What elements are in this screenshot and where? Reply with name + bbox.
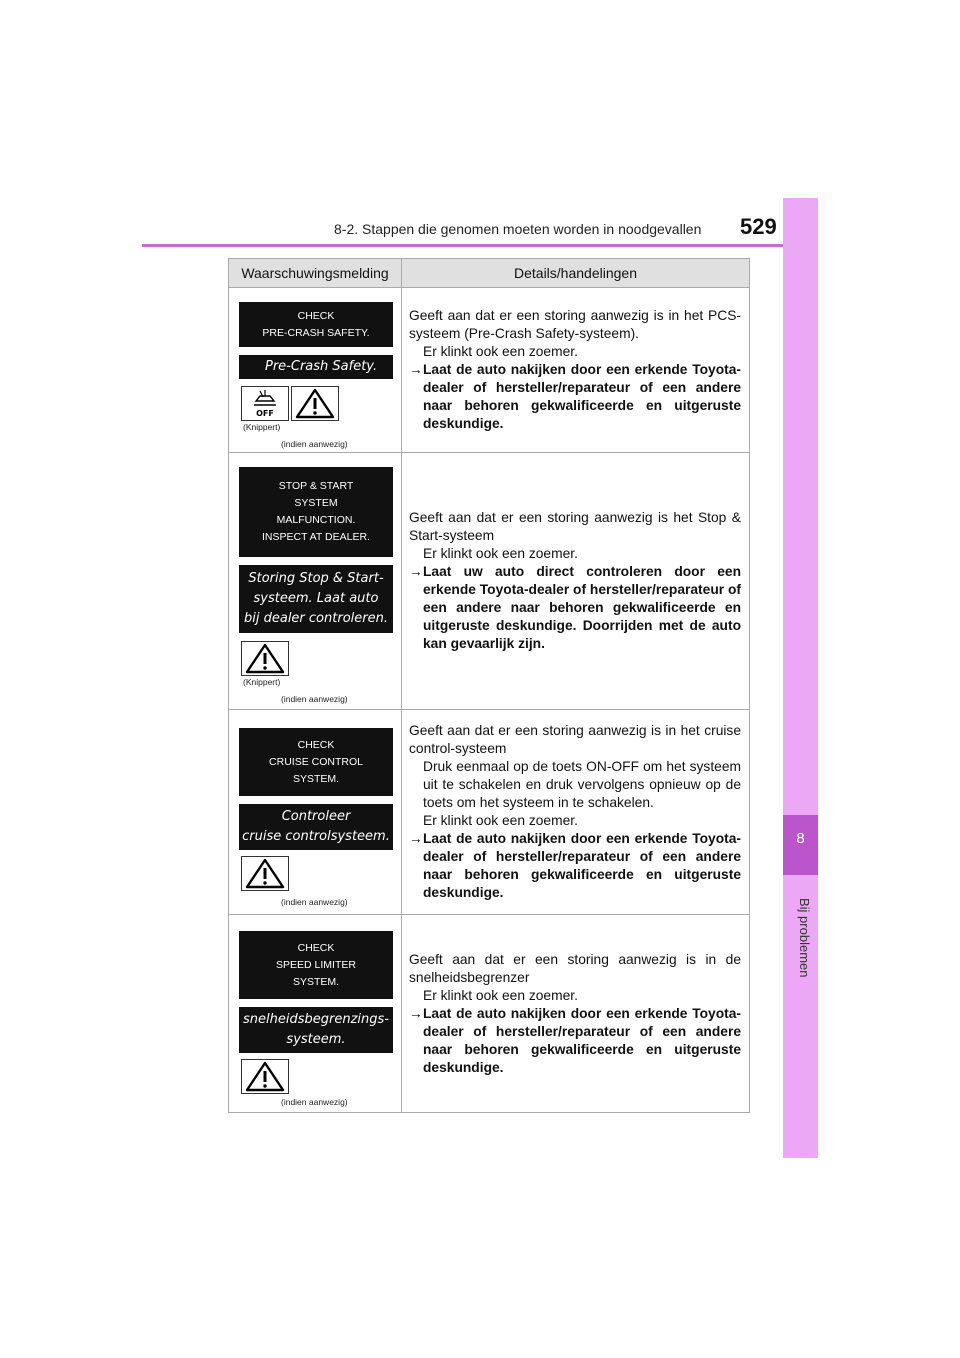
arrow-icon: → xyxy=(409,362,423,377)
details-cell: Geeft aan dat er een storing aanwezig is in de snelheidsbegrenzer Er klinkt ook een zoemer. → Laat de auto nakijken door een erkende Toyota-dealer of hersteller/reparateur of een andere naar behoren gekwalificeerde en uitgeruste deskundige. xyxy=(402,915,750,1113)
message-cell xyxy=(229,453,402,710)
table-row xyxy=(229,453,750,710)
message-cell xyxy=(229,288,402,453)
details-cell: Geeft aan dat er een storing aanwezig is in het PCS-systeem (Pre-Crash Safety-systeem). Er klinkt ook een zoemer. → Laat de auto nakijken door een erkende Toyota-dealer of hersteller/reparateur of een andere naar behoren gekwalificeerde en uitgeruste deskundige. xyxy=(402,288,750,453)
message-cell xyxy=(229,710,402,915)
warning-message-en: CHECK CRUISE CONTROL SYSTEM. xyxy=(239,728,393,796)
arrow-icon: → xyxy=(409,1005,423,1021)
warning-message-display: snelheidsbegrenzings- systeem. xyxy=(239,1007,393,1053)
table-row xyxy=(229,710,750,915)
availability-note: (indien aanwezig) xyxy=(281,694,348,704)
warning-table xyxy=(228,258,750,1113)
warning-message-display: Controleer cruise controlsysteem. xyxy=(239,804,393,850)
blink-note: (Knippert) xyxy=(243,422,281,432)
warning-message-en: CHECK SPEED LIMITER SYSTEM. xyxy=(239,931,393,999)
pcs-off-icon xyxy=(241,386,289,421)
table-row xyxy=(229,288,750,453)
table-row xyxy=(229,915,750,1113)
details-cell: Geeft aan dat er een storing aanwezig is in het cruise control-systeem Druk eenmaal op de toets ON-OFF om het systeem uit te schakelen en druk vervolgens opnieuw op de toets om het systeem in te schakelen. Er klinkt ook een zoemer. → Laat de auto nakijken door een erkende Toyota-dealer of hersteller/reparateur of een andere naar behoren gekwalificeerde en uitgeruste deskundige. xyxy=(402,710,750,915)
svg-text:OFF: OFF xyxy=(256,409,274,418)
warning-triangle-icon xyxy=(291,386,339,421)
availability-note: (indien aanwezig) xyxy=(281,897,348,907)
details-cell: Geeft aan dat er een storing aanwezig is het Stop & Start-systeem Er klinkt ook een zoemer. → Laat uw auto direct controleren door een erkende Toyota-dealer of hersteller/reparateur of een andere naar behoren gekwalificeerde en uitgeruste deskundige. Doorrijden met de auto kan gevaarlijk zijn. xyxy=(402,453,750,710)
blink-note: (Knippert) xyxy=(243,677,281,687)
arrow-icon: → xyxy=(409,831,423,846)
warning-message-en: CHECK PRE-CRASH SAFETY. xyxy=(239,302,393,347)
header-rule xyxy=(142,244,818,247)
warning-triangle-icon xyxy=(241,1059,289,1094)
section-title: 8-2. Stappen die genomen moeten worden in noodgevallen xyxy=(334,221,702,237)
chapter-number: 8 xyxy=(796,830,805,847)
arrow-icon: → xyxy=(409,564,423,579)
availability-note: (indien aanwezig) xyxy=(281,1097,348,1107)
warning-message-display: Storing Stop & Start- systeem. Laat auto bij dealer controleren. xyxy=(239,565,393,633)
column-header-message: Waarschuwingsmelding xyxy=(229,259,402,288)
availability-note: (indien aanwezig) xyxy=(281,439,348,449)
table-header-row xyxy=(229,259,750,288)
warning-message-display: Pre-Crash Safety. xyxy=(239,355,393,379)
page-number: 529 xyxy=(740,214,777,239)
chapter-label: Bij problemen xyxy=(797,898,812,978)
column-header-details: Details/handelingen xyxy=(402,259,750,288)
message-cell xyxy=(229,915,402,1113)
warning-message-en: STOP & START SYSTEM MALFUNCTION. INSPECT AT DEALER. xyxy=(239,467,393,557)
warning-triangle-icon xyxy=(241,856,289,891)
chapter-strip xyxy=(783,198,818,1158)
warning-triangle-icon xyxy=(241,641,289,676)
